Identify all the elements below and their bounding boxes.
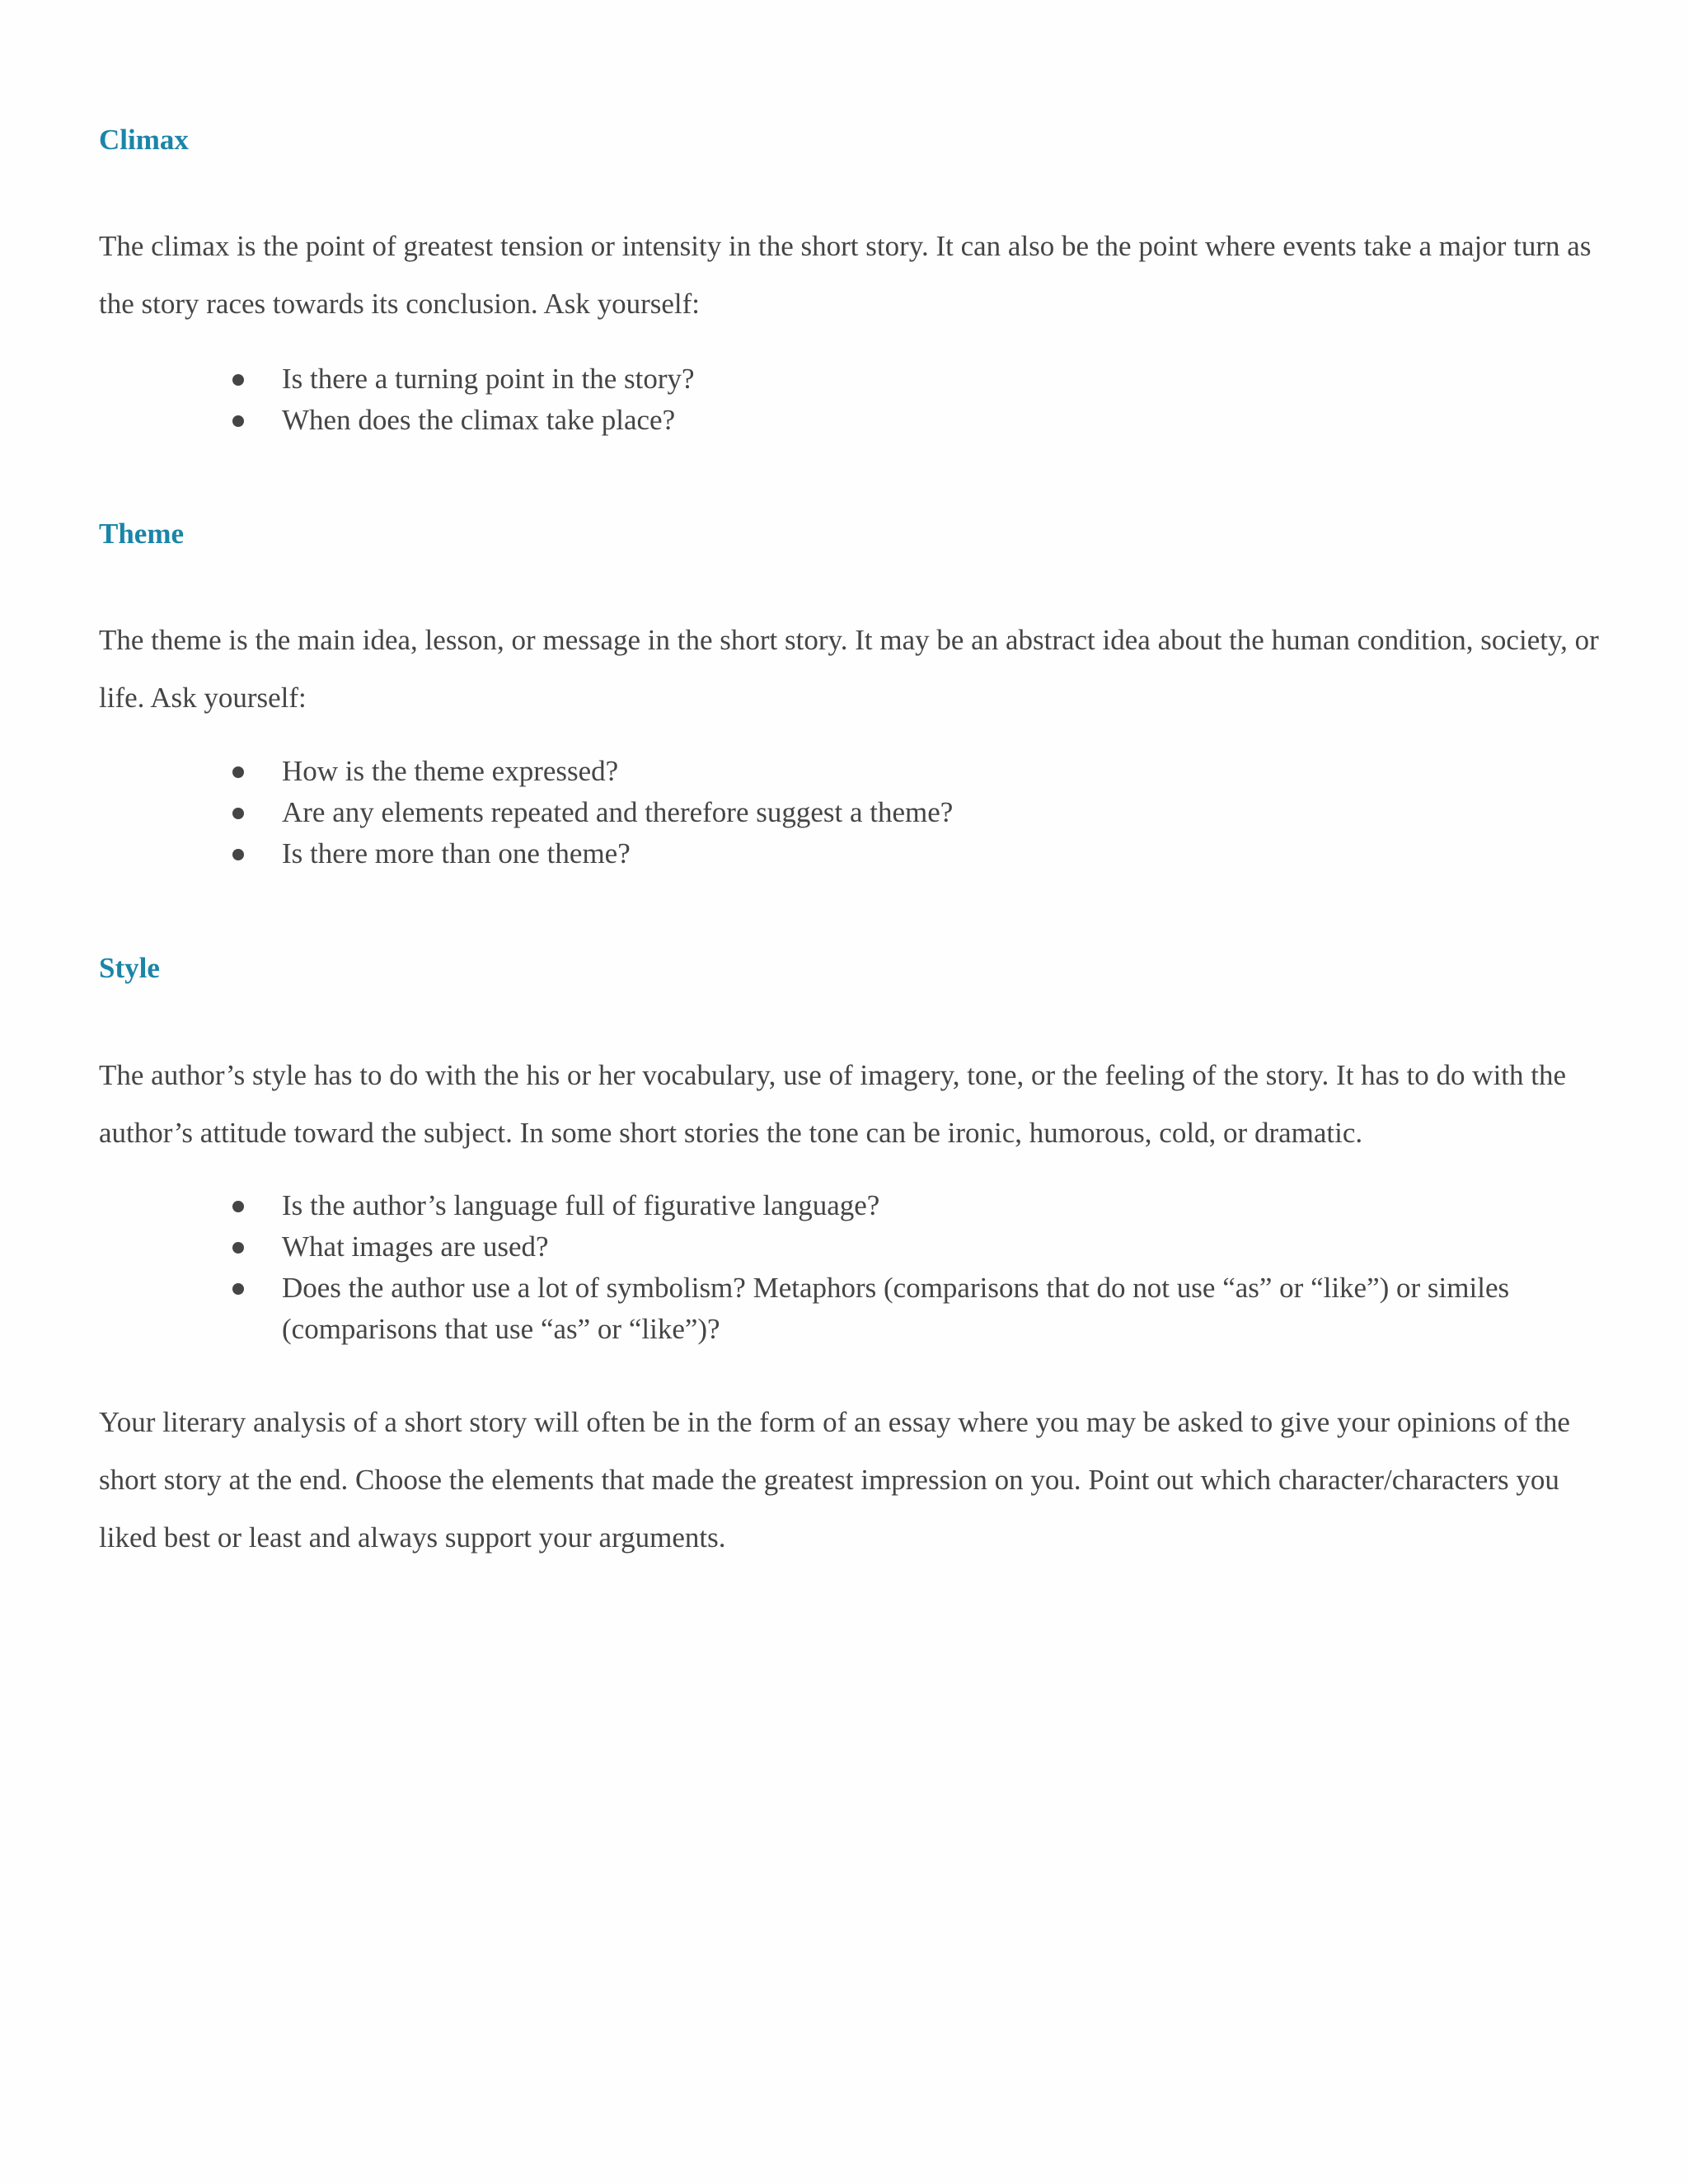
section-paragraph-climax: The climax is the point of greatest tension or intensity in the short story. It can also be the point where events take a major turn as the story races towards its conclusion. Ask yourself:	[99, 230, 1592, 320]
section-paragraph-theme: The theme is the main idea, lesson, or message in the short story. It may be an abstract idea about the human condition, society, or life. Ask yourself:	[99, 624, 1599, 714]
list-item	[231, 400, 1599, 441]
list-item	[231, 792, 1599, 833]
list-item	[231, 751, 1599, 792]
list-item	[231, 833, 1599, 874]
bullet-icon	[232, 1242, 244, 1254]
bullet-icon	[232, 766, 244, 778]
list-item-text: Is there a turning point in the story?	[282, 363, 695, 395]
bullet-list-style	[231, 1185, 1599, 1350]
list-item-text: Does the author use a lot of symbolism? Metaphors (comparisons that do not use “as” or “like”) or similes (comparisons that use “as” or “like”)?	[282, 1272, 1510, 1345]
bullet-icon	[232, 1283, 244, 1295]
section-paragraph-style: The author’s style has to do with the his or her vocabulary, use of imagery, tone, or the feeling of the story. It has to do with the author’s attitude toward the subject. In some short stories the tone can be ironic, humorous, cold, or dramatic.	[99, 1059, 1567, 1149]
bullet-icon	[232, 415, 244, 427]
list-item-text: When does the climax take place?	[282, 404, 676, 436]
section-heading-theme: Theme	[99, 518, 185, 550]
section-heading-climax: Climax	[99, 124, 189, 156]
closing-paragraph: Your literary analysis of a short story will often be in the form of an essay where you may be asked to give your opinions of the short story at the end. Choose the elements that made the greatest impression on you. Point out which character/characters you liked best or least and always support your arguments.	[99, 1406, 1570, 1554]
list-item	[231, 1226, 1599, 1268]
list-item	[231, 1185, 1599, 1226]
bullet-icon	[232, 808, 244, 819]
list-item-text: How is the theme expressed?	[282, 755, 619, 787]
bullet-icon	[232, 849, 244, 860]
list-item-text: What images are used?	[282, 1230, 549, 1263]
bullet-icon	[232, 1201, 244, 1212]
list-item-text: Is the author’s language full of figurative language?	[282, 1189, 880, 1221]
bullet-list-climax	[231, 359, 1599, 441]
section-heading-style: Style	[99, 952, 160, 984]
list-item	[231, 359, 1599, 400]
list-item-text: Is there more than one theme?	[282, 837, 631, 869]
list-item-text: Are any elements repeated and therefore suggest a theme?	[282, 796, 954, 828]
bullet-icon	[232, 374, 244, 386]
bullet-list-theme	[231, 751, 1599, 874]
list-item	[231, 1268, 1599, 1350]
